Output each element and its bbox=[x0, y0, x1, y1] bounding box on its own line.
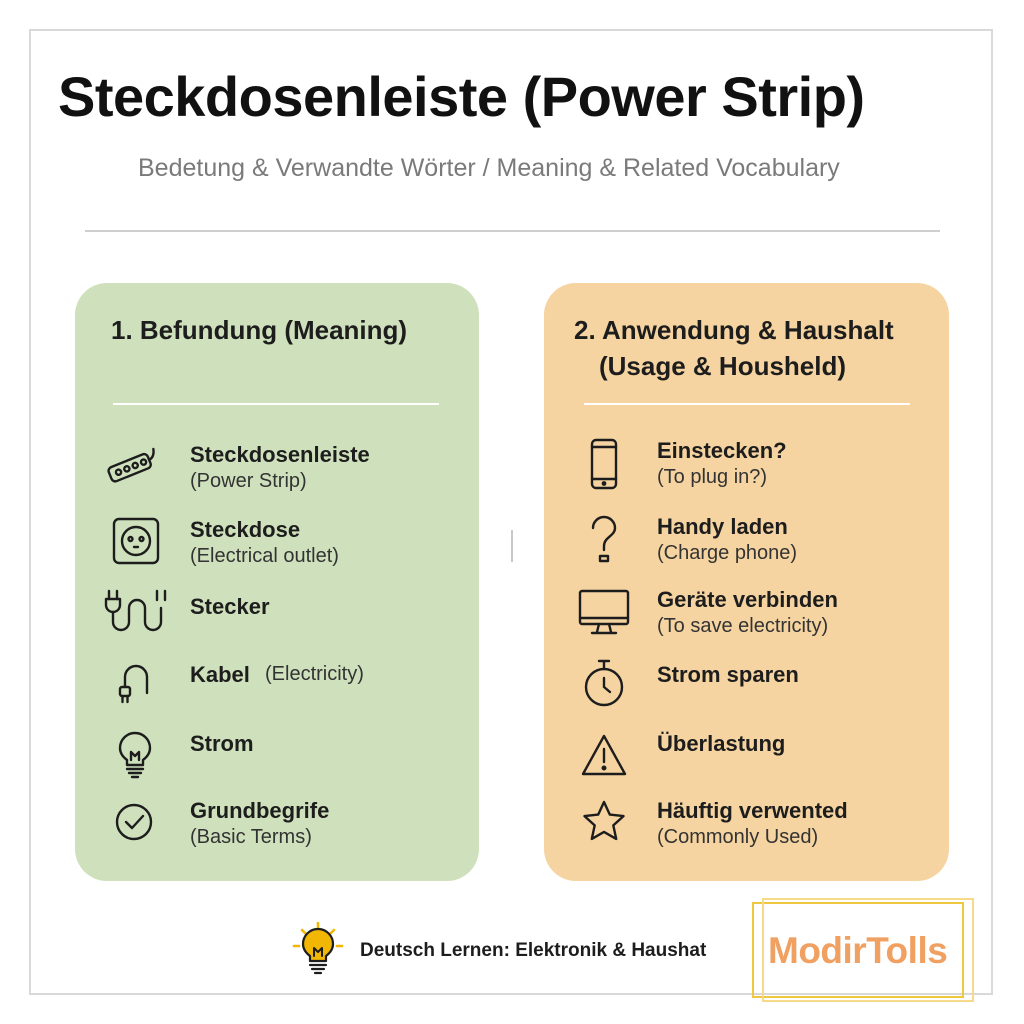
list-item bbox=[544, 796, 949, 856]
usage-card bbox=[544, 283, 949, 881]
item-translation: (Basic Terms) bbox=[190, 826, 312, 848]
monitor-icon bbox=[576, 585, 632, 641]
watermark bbox=[752, 898, 974, 1002]
star-icon bbox=[576, 794, 632, 850]
usage-card-title: 2. Anwendung & Haushalt bbox=[574, 315, 894, 345]
item-label: Strom bbox=[190, 731, 254, 756]
outlet-icon bbox=[108, 513, 164, 569]
stopwatch-icon bbox=[576, 655, 632, 711]
list-item bbox=[75, 651, 479, 711]
item-label: Steckdosenleiste bbox=[190, 442, 370, 467]
item-label: Geräte verbinden bbox=[657, 587, 838, 612]
smartphone-icon bbox=[576, 436, 632, 492]
list-item bbox=[544, 585, 949, 645]
page-title: Steckdosenleiste (Power Strip) bbox=[58, 65, 865, 128]
meaning-card bbox=[75, 283, 479, 881]
footer-text: Deutsch Lernen: Elektronik & Haushat bbox=[360, 940, 707, 961]
header-divider bbox=[85, 230, 940, 232]
item-translation: (To save electricity) bbox=[657, 615, 829, 637]
item-label: Stecker bbox=[190, 594, 270, 619]
item-label: Einstecken? bbox=[657, 438, 787, 463]
item-label: Kabel bbox=[190, 662, 250, 687]
list-item bbox=[544, 657, 949, 717]
list-item bbox=[544, 512, 949, 572]
question-mark-icon bbox=[576, 510, 632, 566]
item-label: Steckdose bbox=[190, 517, 301, 542]
item-label: Häuftig verwented bbox=[657, 798, 848, 823]
item-label: Überlastung bbox=[657, 731, 786, 756]
item-label: Handy laden bbox=[657, 514, 788, 539]
item-label: Strom sparen bbox=[657, 662, 799, 687]
item-translation: (Electricity) bbox=[265, 663, 364, 685]
lightbulb-icon bbox=[107, 726, 163, 782]
cable-icon bbox=[107, 655, 163, 711]
watermark-text: ModirTolls bbox=[768, 930, 948, 971]
list-item bbox=[75, 796, 479, 856]
item-translation: (Electrical outlet) bbox=[190, 545, 339, 567]
item-translation: (Commonly Used) bbox=[657, 826, 819, 848]
lightbulb-icon bbox=[290, 920, 346, 980]
item-translation: (Charge phone) bbox=[657, 542, 798, 564]
checkmark-icon bbox=[107, 794, 163, 850]
meaning-card-divider bbox=[113, 403, 439, 405]
meaning-card-title: 1. Befundung (Meaning) bbox=[111, 315, 408, 345]
usage-card-divider bbox=[584, 403, 910, 405]
list-item bbox=[75, 720, 479, 780]
usage-card-subtitle: (Usage & Housheld) bbox=[599, 351, 847, 381]
page-subtitle: Bedetung & Verwandte Wörter / Meaning & Related Vocabulary bbox=[138, 154, 840, 182]
list-item bbox=[75, 583, 479, 643]
list-item bbox=[544, 436, 949, 496]
center-divider-mark bbox=[511, 530, 513, 562]
list-item bbox=[75, 440, 479, 500]
item-label: Grundbegrife bbox=[190, 798, 330, 823]
item-translation: (Power Strip) bbox=[190, 470, 307, 492]
list-item bbox=[75, 515, 479, 575]
list-item bbox=[544, 726, 949, 786]
item-translation: (To plug in?) bbox=[657, 466, 768, 488]
plug-icon bbox=[103, 583, 159, 639]
power-strip-icon bbox=[105, 440, 161, 496]
warning-icon bbox=[576, 728, 632, 784]
